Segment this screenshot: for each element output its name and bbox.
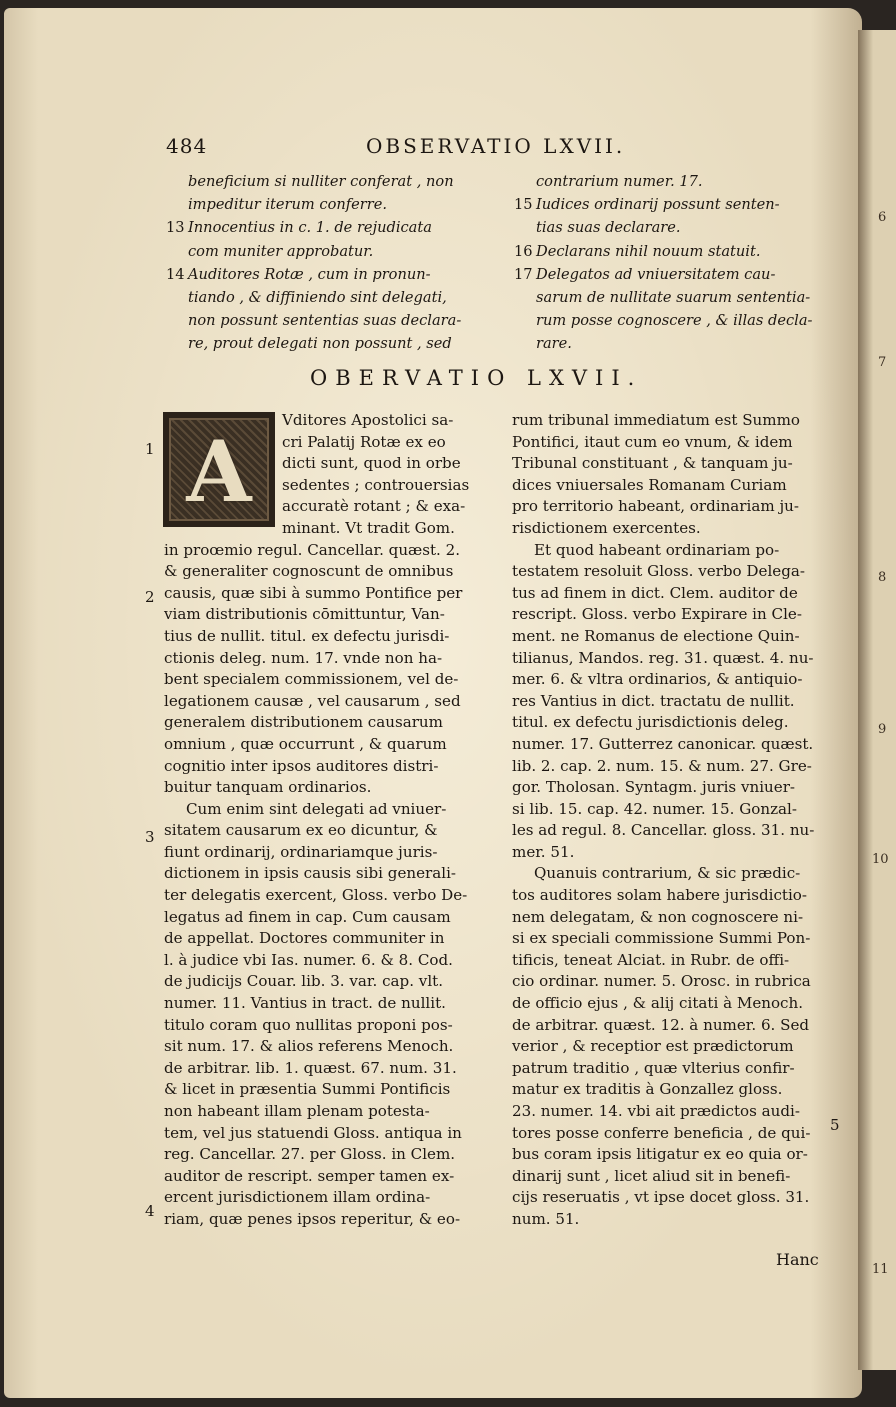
text-line: de appellat. Doctores communiter in bbox=[164, 929, 445, 948]
text-line: titulo coram quo nullitas proponi pos- bbox=[164, 1015, 453, 1034]
summary-text: sarum de nullitate suarum sententia- bbox=[536, 289, 811, 307]
text-line: tilianus, Mandos. reg. 31. quæst. 4. nu- bbox=[512, 648, 814, 667]
margin-note: 1 bbox=[145, 440, 155, 458]
text-line: legatus ad finem in cap. Cum causam bbox=[164, 907, 451, 926]
margin-note: 5 bbox=[830, 1116, 840, 1134]
text-line: num. 51. bbox=[512, 1209, 580, 1228]
text-line: Pontifici, itaut cum eo vnum, & idem bbox=[512, 432, 793, 451]
summary-line bbox=[166, 263, 461, 286]
next-page-number: 10 bbox=[872, 852, 889, 867]
text-line: tus ad finem in dict. Clem. auditor de bbox=[512, 583, 798, 602]
summary-text: Iudices ordinarij possunt senten- bbox=[536, 196, 780, 214]
summary-text: com muniter approbatur. bbox=[188, 242, 374, 260]
text-line: & generaliter cognoscunt de omnibus bbox=[164, 562, 454, 581]
text-line: bus coram ipsis litigatur ex eo quia or- bbox=[512, 1145, 808, 1164]
summary-line bbox=[514, 240, 812, 263]
summary-line bbox=[514, 309, 812, 332]
margin-note: 2 bbox=[145, 588, 155, 606]
text-line: tores posse conferre beneficia , de qui- bbox=[512, 1123, 811, 1142]
text-line: tos auditores solam habere jurisdictio- bbox=[512, 886, 807, 905]
next-page-number: 8 bbox=[878, 570, 887, 585]
text-line: Quanuis contrarium, & sic prædic- bbox=[534, 864, 801, 883]
text-line: de arbitrar. lib. 1. quæst. 67. num. 31. bbox=[164, 1058, 457, 1077]
summary-right bbox=[514, 170, 812, 356]
text-line: nem delegatam, & non cognoscere ni- bbox=[512, 907, 804, 926]
text-line: & licet in præsentia Summi Pontificis bbox=[164, 1080, 451, 1099]
summary-line bbox=[514, 332, 812, 355]
text-line: titul. ex defectu jurisdictionis deleg. bbox=[512, 713, 789, 732]
text-line: minant. Vt tradit Gom. bbox=[282, 518, 455, 537]
text-line: sitatem causarum ex eo dicuntur, & bbox=[164, 821, 438, 840]
text-line: omnium , quæ occurrunt , & quarum bbox=[164, 734, 447, 753]
text-line: si ex speciali commissione Summi Pon- bbox=[512, 929, 811, 948]
text-line: ter delegatis exercent, Gloss. verbo De- bbox=[164, 886, 468, 905]
text-line: de arbitrar. quæst. 12. à numer. 6. Sed bbox=[512, 1015, 810, 1034]
text-line: les ad regul. 8. Cancellar. gloss. 31. nu- bbox=[512, 821, 815, 840]
text-line: causis, quæ sibi à summo Pontifice per bbox=[164, 583, 463, 602]
text-line: Cum enim sint delegati ad vniuer- bbox=[186, 799, 447, 818]
text-line: testatem resoluit Gloss. verbo Delega- bbox=[512, 562, 805, 581]
summary-number: 15 bbox=[514, 196, 533, 214]
page-number: 484 bbox=[166, 134, 208, 158]
summary-line bbox=[166, 286, 461, 309]
section-title: OBERVATIO LXVII. bbox=[310, 366, 643, 390]
text-line: res Vantius in dict. tractatu de nullit. bbox=[512, 691, 795, 710]
text-line: mer. 6. & vltra ordinarios, & antiquio- bbox=[512, 670, 803, 689]
text-line: verior , & receptior est prædictorum bbox=[512, 1037, 794, 1056]
next-page-number: 9 bbox=[878, 722, 887, 737]
text-line: Et quod habeant ordinariam po- bbox=[534, 540, 780, 559]
text-line: dinarij sunt , licet aliud sit in benefi- bbox=[512, 1166, 791, 1185]
text-line: ment. ne Romanus de electione Quin- bbox=[512, 626, 800, 645]
text-line: generalem distributionem causarum bbox=[164, 713, 443, 732]
text-line: cio ordinar. numer. 5. Orosc. in rubrica bbox=[512, 972, 811, 991]
text-line: matur ex traditis à Gonzallez gloss. bbox=[512, 1080, 783, 1099]
text-line: dictionem in ipsis causis sibi generali- bbox=[164, 864, 457, 883]
next-page-number: 11 bbox=[872, 1262, 889, 1277]
text-line: 23. numer. 14. vbi ait prædictos audi- bbox=[512, 1102, 800, 1120]
summary-text: tias suas declarare. bbox=[536, 219, 681, 237]
text-line: cognitio inter ipsos auditores distri- bbox=[164, 756, 439, 775]
summary-text: re, prout delegati non possunt , sed bbox=[188, 335, 452, 353]
text-line: l. à judice vbi Ias. numer. 6. & 8. Cod. bbox=[164, 950, 453, 969]
summary-text: non possunt sententias suas declara- bbox=[188, 312, 462, 330]
margin-note: 4 bbox=[145, 1202, 155, 1220]
summary-line bbox=[166, 170, 461, 193]
drop-cap-letter: A bbox=[186, 422, 252, 521]
text-line: in proœmio regul. Cancellar. quæst. 2. bbox=[164, 540, 461, 559]
text-line: fiunt ordinarij, ordinariamque juris- bbox=[164, 842, 438, 861]
next-page-number: 6 bbox=[878, 210, 887, 225]
text-line: sit num. 17. & alios referens Menoch. bbox=[164, 1037, 454, 1056]
summary-line bbox=[514, 286, 812, 309]
text-line: mer. 51. bbox=[512, 842, 575, 861]
summary-text: beneficium si nulliter conferat , non bbox=[188, 173, 454, 190]
text-line: dices vniuersales Romanam Curiam bbox=[512, 475, 787, 494]
summary-line bbox=[514, 216, 812, 239]
running-title: OBSERVATIO LXVII. bbox=[366, 134, 626, 158]
margin-note: 3 bbox=[145, 828, 155, 846]
text-line: si lib. 15. cap. 42. numer. 15. Gonzal- bbox=[512, 799, 797, 818]
summary-text: Delegatos ad vniuersitatem cau- bbox=[536, 265, 776, 283]
next-page-edge bbox=[858, 30, 896, 1370]
text-line: tius de nullit. titul. ex defectu jurisdi- bbox=[164, 626, 450, 645]
text-line: risdictionem exercentes. bbox=[512, 518, 701, 537]
text-line: numer. 11. Vantius in tract. de nullit. bbox=[164, 994, 446, 1013]
text-line: sedentes ; controuersias bbox=[282, 475, 470, 494]
text-line: rescript. Gloss. verbo Expirare in Cle- bbox=[512, 605, 802, 624]
text-line: auditor de rescript. semper tamen ex- bbox=[164, 1166, 455, 1185]
summary-number: 13 bbox=[166, 219, 185, 237]
summary-number: 14 bbox=[166, 265, 185, 283]
text-line: numer. 17. Gutterrez canonicar. quæst. bbox=[512, 734, 814, 753]
summary-text: tiando , & diffiniendo sint delegati, bbox=[188, 289, 447, 307]
text-line: non habeant illam plenam potesta- bbox=[164, 1102, 430, 1120]
summary-text: Auditores Rotæ , cum in pronun- bbox=[188, 265, 431, 283]
summary-text: impeditur iterum conferre. bbox=[188, 196, 388, 214]
summary-left bbox=[166, 170, 461, 356]
text-line: Tribunal constituant , & tanquam ju- bbox=[512, 454, 793, 473]
left-column bbox=[164, 410, 469, 1231]
summary-line bbox=[166, 193, 461, 216]
text-line: de officio ejus , & alij citati à Menoch. bbox=[512, 994, 804, 1013]
text-line: viam distributionis cōmittuntur, Van- bbox=[164, 605, 445, 624]
summary-line bbox=[166, 309, 461, 332]
text-line: riam, quæ penes ipsos reperitur, & eo- bbox=[164, 1209, 461, 1228]
text-line: cijs reseruatis , vt ipse docet gloss. 31. bbox=[512, 1188, 810, 1207]
text-line: reg. Cancellar. 27. per Gloss. in Clem. bbox=[164, 1145, 456, 1164]
summary-line bbox=[514, 263, 812, 286]
summary-line bbox=[166, 240, 461, 263]
text-line: legationem causæ , vel causarum , sed bbox=[164, 691, 461, 710]
right-column bbox=[512, 410, 814, 1231]
summary-text: Innocentius in c. 1. de rejudicata bbox=[188, 219, 432, 237]
summary-number: 17 bbox=[514, 265, 533, 283]
text-line: gor. Tholosan. Syntagm. juris vniuer- bbox=[512, 778, 796, 797]
summary-text: rare. bbox=[536, 335, 572, 353]
text-line: cri Palatij Rotæ ex eo bbox=[282, 432, 446, 451]
summary-text: rum posse cognoscere , & illas decla- bbox=[536, 312, 813, 330]
text-line: lib. 2. cap. 2. num. 15. & num. 27. Gre- bbox=[512, 756, 812, 775]
next-page-number: 7 bbox=[878, 355, 887, 370]
text-line: buitur tanquam ordinarios. bbox=[164, 778, 372, 797]
summary-line bbox=[514, 193, 812, 216]
text-line: de judicijs Couar. lib. 3. var. cap. vlt. bbox=[164, 972, 444, 991]
text-line: patrum traditio , quæ vlterius confir- bbox=[512, 1058, 795, 1077]
summary-text: contrarium numer. 17. bbox=[536, 173, 703, 190]
summary-line bbox=[166, 216, 461, 239]
text-line: ctionis deleg. num. 17. vnde non ha- bbox=[164, 648, 443, 667]
text-line: bent specialem commissionem, vel de- bbox=[164, 670, 459, 689]
text-line: dicti sunt, quod in orbe bbox=[282, 454, 461, 473]
text-line: accuratè rotant ; & exa- bbox=[282, 497, 466, 516]
text-line: tificis, teneat Alciat. in Rubr. de offi- bbox=[512, 950, 790, 969]
text-line: Vditores Apostolici sa- bbox=[282, 411, 454, 429]
summary-number: 16 bbox=[514, 242, 533, 260]
text-line: ercent jurisdictionem illam ordina- bbox=[164, 1188, 431, 1207]
text-line: pro territorio habeant, ordinariam ju- bbox=[512, 497, 799, 516]
text-line: rum tribunal immediatum est Summo bbox=[512, 411, 800, 429]
summary-text: Declarans nihil nouum statuit. bbox=[536, 242, 761, 260]
catchword: Hanc bbox=[776, 1250, 819, 1269]
summary-line bbox=[514, 170, 812, 193]
summary-line bbox=[166, 332, 461, 355]
text-line: tem, vel jus statuendi Gloss. antiqua in bbox=[164, 1123, 462, 1142]
